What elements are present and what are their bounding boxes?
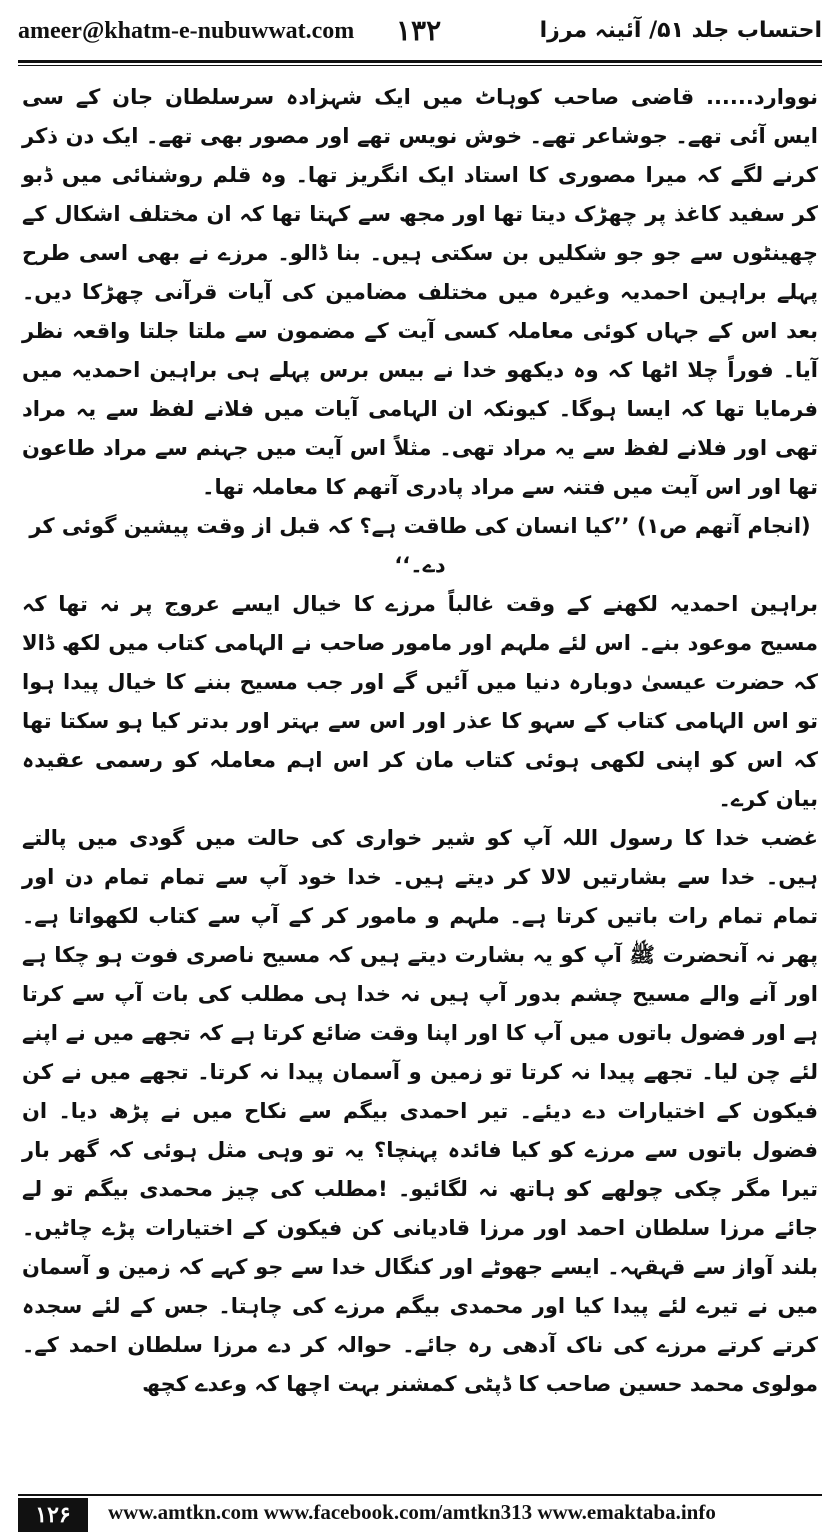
footer-rule <box>18 1494 822 1496</box>
paragraph-quote: (انجام آتھم ص۱) ’’کیا انسان کی طاقت ہے؟ کہ قبل از وقت پیشین گوئی کر دے۔‘‘ <box>29 514 811 577</box>
page-body <box>22 78 818 1404</box>
header-email: ameer@khatm-e-nubuwwat.com <box>18 18 355 44</box>
header-rule-thin <box>18 65 822 66</box>
header-book-title: احتساب جلد ۵۱/ آئینہ مرزا <box>539 18 822 43</box>
paragraph-1: نووارد...... قاضی صاحب کوہاٹ میں ایک شہزادہ سرسلطان جان کے سی ایس آئی تھے۔ جوشاعر تھے۔ خوش نویس تھے اور مصور بھی تھے۔ ایک دن ذکر کرنے لگے کہ میرا مصوری کا استاد ایک انگریز تھا۔ وہ قلم روشنائی میں ڈبو کر سفید کاغذ پر چھڑک دیتا تھا اور مجھ سے کہتا تھا کہ ان مختلف اشکال کے چھینٹوں سے جو جو شکلیں بن سکتی ہیں۔ بنا ڈالو۔ مرزے نے بھی اسی طرح پہلے براہین احمدیہ وغیرہ میں مختلف مضامین کی آیات قرآنی چھڑکا دیں۔ بعد اس کے جہاں کوئی معاملہ کسی آیت کے مضمون سے ملتا جلتا واقعہ نظر آیا۔ فوراً چلا اٹھا کہ وہ دیکھو خدا نے بیس برس پہلے ہی براہین احمدیہ میں فرمایا تھا کہ ایسا ہوگا۔ کیونکہ ان الہامی آیات میں فلانے لفظ سے یہ مراد تھی اور فلانے لفظ سے یہ مراد تھی۔ مثلاً اس آیت میں جہنم سے مراد طاعون تھا اور اس آیت میں فتنہ سے مراد پادری آتھم کا معاملہ تھا۔ <box>22 85 818 499</box>
page-header <box>18 14 822 54</box>
page-footer <box>18 1494 822 1532</box>
header-page-number: ۱۳۲ <box>396 14 442 47</box>
header-rule <box>18 60 822 63</box>
paragraph-4: غضب خدا کا رسول اللہ آپ کو شیر خواری کی حالت میں گودی میں پالتے ہیں۔ خدا سے بشارتیں لالا کر دیتے ہیں۔ خدا خود آپ سے تمام تمام دن اور تمام تمام رات باتیں کرتا ہے۔ ملہم و مامور کر کے آپ سے کتاب لکھواتا ہے۔ پھر نہ آنحضرت ﷺ آپ کو یہ بشارت دیتے ہیں کہ مسیح ناصری فوت ہو چکا ہے اور آنے والے مسیح چشم بدور آپ ہیں نہ خدا ہی مطلب کی بات آپ سے کرتا ہے اور فضول باتوں میں آپ کا اور اپنا وقت ضائع کرتا ہے کہ تجھے میں نے اپنے لئے چن لیا۔ تجھے پیدا نہ کرتا تو زمین و آسمان پیدا نہ کرتا۔ تجھے میں نے کن فیکون کے اختیارات دے دیئے۔ تیر احمدی بیگم سے نکاح میں نے پڑھ دیا۔ ان فضول باتوں سے مرزے کو کیا فائدہ پہنچا؟ یہ تو وہی مثل ہوئی کہ گھر بار تیرا مگر چکی چولھے کو ہاتھ نہ لگائیو۔ !مطلب کی چیز محمدی بیگم تو لے جائے مرزا سلطان احمد اور مرزا قادیانی کن فیکون کے اختیارات پڑے چاٹیں۔ بلند آواز سے قہقہہ۔ ایسے جھوٹے اور کنگال خدا سے جو کہے کہ زمین و آسمان میں نے تیرے لئے پیدا کیا اور محمدی بیگم مرزے کی چاہتا۔ جس کے لئے سجدہ کرتے کرتے مرزے کی ناک آدھی رہ جائے۔ حوالہ کر دے مرزا سلطان احمد کے۔ مولوی محمد حسین صاحب کا ڈپٹی کمشنر بہت اچھا کہ وعدے کچھ <box>22 826 818 1396</box>
paragraph-3: براہین احمدیہ لکھنے کے وقت غالباً مرزے کا خیال ایسے عروج پر نہ تھا کہ مسیح موعود بنے۔ اس لئے ملہم اور مامور صاحب نے الہامی کتاب میں لکھ ڈالا کہ حضرت عیسیٰ دوبارہ دنیا میں آئیں گے اور جب مسیح بننے کا خیال پیدا ہوا تو اس الہامی کتاب کے سہو کا عذر اور اس سے بہتر اور بدتر کیا ہو سکتا تھا کہ اس کو اپنی لکھی ہوئی کتاب مان کر اس اہم معاملہ کو رسمی عقیدہ بیان کرے۔ <box>22 592 818 811</box>
footer-page-number: ۱۲۶ <box>18 1498 88 1532</box>
footer-links: www.amtkn.com www.facebook.com/amtkn313 www.emaktaba.info <box>108 1500 716 1524</box>
